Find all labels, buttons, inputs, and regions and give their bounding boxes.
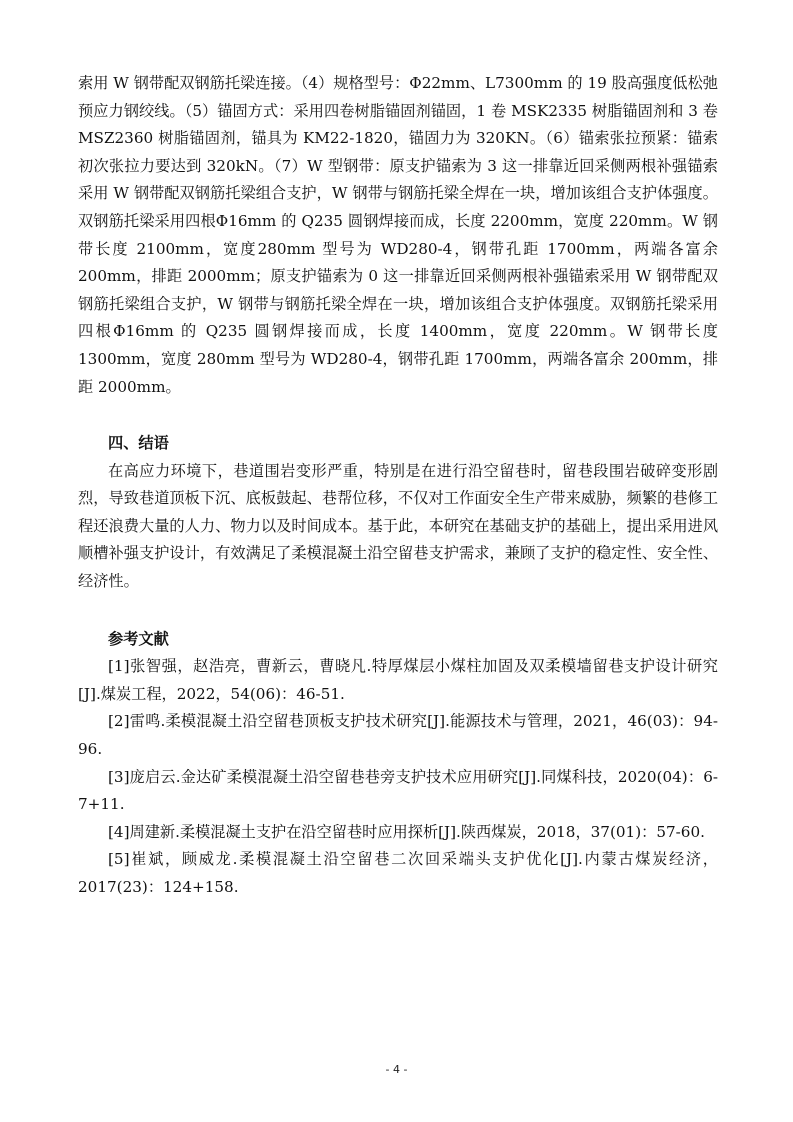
references-heading: 参考文献 — [108, 629, 169, 648]
reference-item-4: [4]周建新.柔模混凝土支护在沿空留巷时应用探析[J].陕西煤炭，2018，37(01)：57-60. — [108, 822, 705, 841]
reference-item-2: [2]雷鸣.柔模混凝土沿空留巷顶板支护技术研究[J].能源技术与管理，2021，46(03)：94-96. — [78, 712, 718, 758]
body-paragraph-1: 索用 W 钢带配双钢筋托梁连接。（4）规格型号：Φ22mm、L7300mm 的 19 股高强度低松弛预应力钢绞线。（5）锚固方式：采用四卷树脂锚固剂锚固，1 卷 MSK2335 树脂锚固剂和 3 卷 MSZ2360 树脂锚固剂，锚具为 KM22-1820，锚固力为 320KN。（6）锚索张拉预紧：锚索初次张拉力要达到 320kN。（7）W 型钢带：原支护锚索为 3 这一排靠近回采侧两根补强锚索采用 W 钢带配双钢筋托梁组合支护，W 钢带与钢筋托梁全焊在一块，增加该组合支护体强度。双钢筋托梁采用四根Φ16mm 的 Q235 圆钢焊接而成，长度 2200mm，宽度 220mm。W 钢带长度 2100mm，宽度280mm 型号为 WD280-4，钢带孔距 1700mm，两端各富余 200mm，排距 2000mm；原支护锚索为 0 这一排靠近回采侧两根补强锚索采用 W 钢带配双钢筋托梁组合支护，W 钢带与钢筋托梁全焊在一块，增加该组合支护体强度。双钢筋托梁采用四根Φ16mm 的 Q235 圆钢焊接而成，长度 1400mm，宽度 220mm。W 钢带长度 1300mm，宽度 280mm 型号为 WD280-4，钢带孔距 1700mm，两端各富余 200mm，排距 2000mm。 — [78, 74, 718, 396]
page-content — [78, 70, 718, 902]
section-heading-conclusion: 四、结语 — [108, 434, 169, 452]
reference-item-3: [3]庞启云.金达矿柔模混凝土沿空留巷巷旁支护技术应用研究[J].同煤科技，2020(04)：6-7+11. — [78, 767, 718, 814]
reference-item-5: [5]崔斌，顾威龙.柔模混凝土沿空留巷二次回采端头支护优化[J].内蒙古煤炭经济，2017(23)：124+158. — [78, 850, 718, 896]
reference-list — [78, 653, 718, 901]
body-paragraph-2: 在高应力环境下，巷道围岩变形严重，特别是在进行沿空留巷时，留巷段围岩破碎变形剧烈，导致巷道顶板下沉、底板鼓起、巷帮位移，不仅对工作面安全生产带来威胁，频繁的巷修工程还浪费大量的人力、物力以及时间成本。基于此，本研究在基础支护的基础上，提出采用进风顺槽补强支护设计，有效满足了柔模混凝土沿空留巷支护需求，兼顾了支护的稳定性、安全性、经济性。 — [78, 461, 718, 590]
page-number: - 4 - — [385, 1063, 408, 1076]
reference-item-1: [1]张智强，赵浩亮，曹新云，曹晓凡.特厚煤层小煤柱加固及双柔模墙留巷支护设计研究[J].煤炭工程，2022，54(06)：46-51. — [78, 657, 718, 703]
